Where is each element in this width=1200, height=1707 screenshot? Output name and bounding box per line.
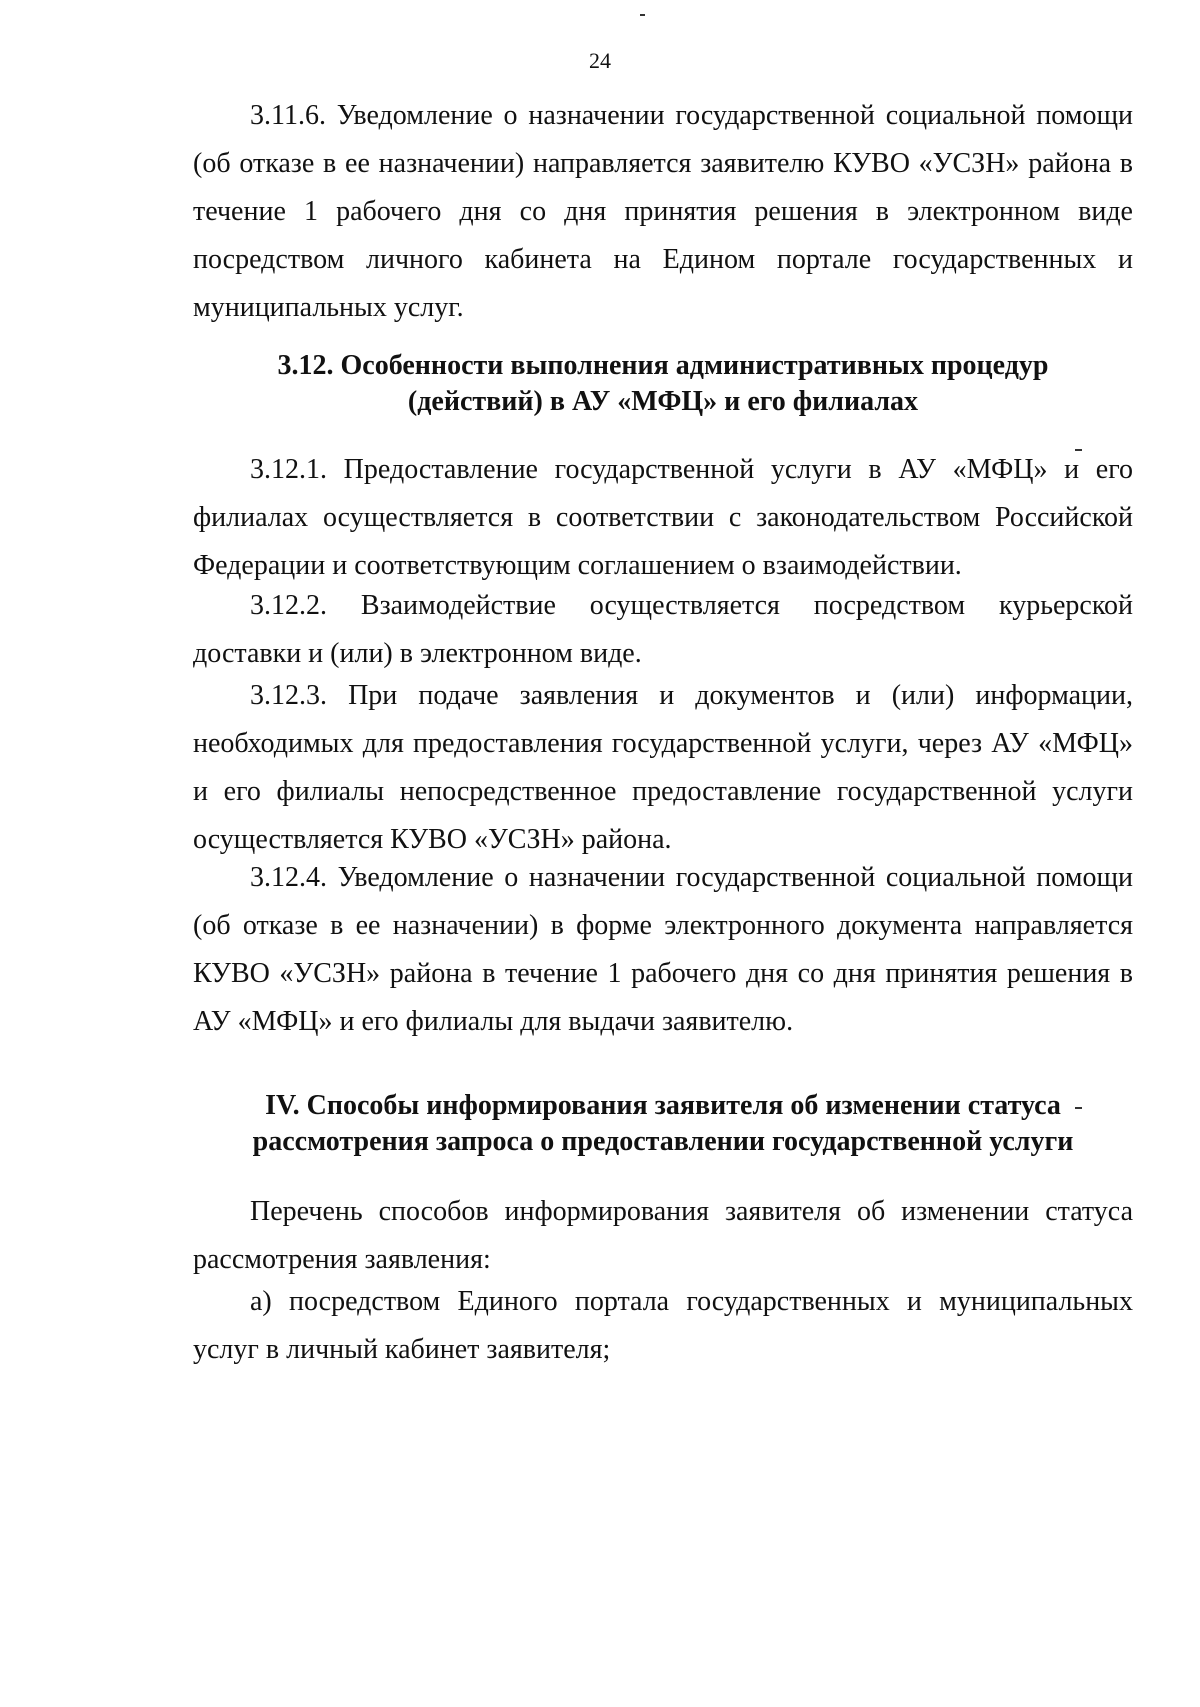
- scan-mark: [640, 14, 645, 16]
- paragraph-3-12-4: 3.12.4. Уведомление о назначении государственной социальной помощи (об отказе в ее назначении) в форме электронного документа направляется КУВО «УСЗН» района в течение 1 рабочего дня со дня принятия решения в АУ «МФЦ» и его филиалы для выдачи заявителю.: [193, 862, 1133, 1037]
- section-heading-3-12: [193, 348, 1133, 420]
- paragraph-3-11-6: 3.11.6. Уведомление о назначении государственной социальной помощи (об отказе в ее назначении) направляется заявителю КУВО «УСЗН» района в течение 1 рабочего дня со дня принятия решения в электронном виде посредством личного кабинета на Едином портале государственных и муниципальных услуг.: [193, 100, 1133, 323]
- heading-line: IV. Способы информирования заявителя об изменении статуса: [265, 1090, 1061, 1121]
- heading-line: (действий) в АУ «МФЦ» и его филиалах: [407, 386, 919, 417]
- paragraph-3-12-2: 3.12.2. Взаимодействие осуществляется посредством курьерской доставки и (или) в электронном виде.: [193, 590, 1133, 669]
- scan-mark: [1075, 1107, 1082, 1109]
- paragraph-item-a: а) посредством Единого портала государственных и муниципальных услуг в личный кабинет заявителя;: [193, 1286, 1133, 1365]
- heading-line: рассмотрения запроса о предоставлении государственной услуги: [252, 1126, 1074, 1157]
- section-heading-iv: [193, 1088, 1133, 1160]
- paragraph-3-12-3: 3.12.3. При подаче заявления и документов и (или) информации, необходимых для предоставления государственной услуги, через АУ «МФЦ» и его филиалы непосредственное предоставление государственной услуги осуществляется КУВО «УСЗН» района.: [193, 680, 1133, 855]
- page-number: 24: [589, 48, 611, 73]
- paragraph-3-12-1: 3.12.1. Предоставление государственной услуги в АУ «МФЦ» и его филиалах осуществляется в соответствии с законодательством Российской Федерации и соответствующим соглашением о взаимодействии.: [193, 454, 1133, 581]
- paragraph-notification-methods: Перечень способов информирования заявителя об изменении статуса рассмотрения заявления:: [193, 1196, 1133, 1275]
- heading-line: 3.12. Особенности выполнения административных процедур: [277, 350, 1049, 381]
- scan-mark: [1075, 449, 1082, 451]
